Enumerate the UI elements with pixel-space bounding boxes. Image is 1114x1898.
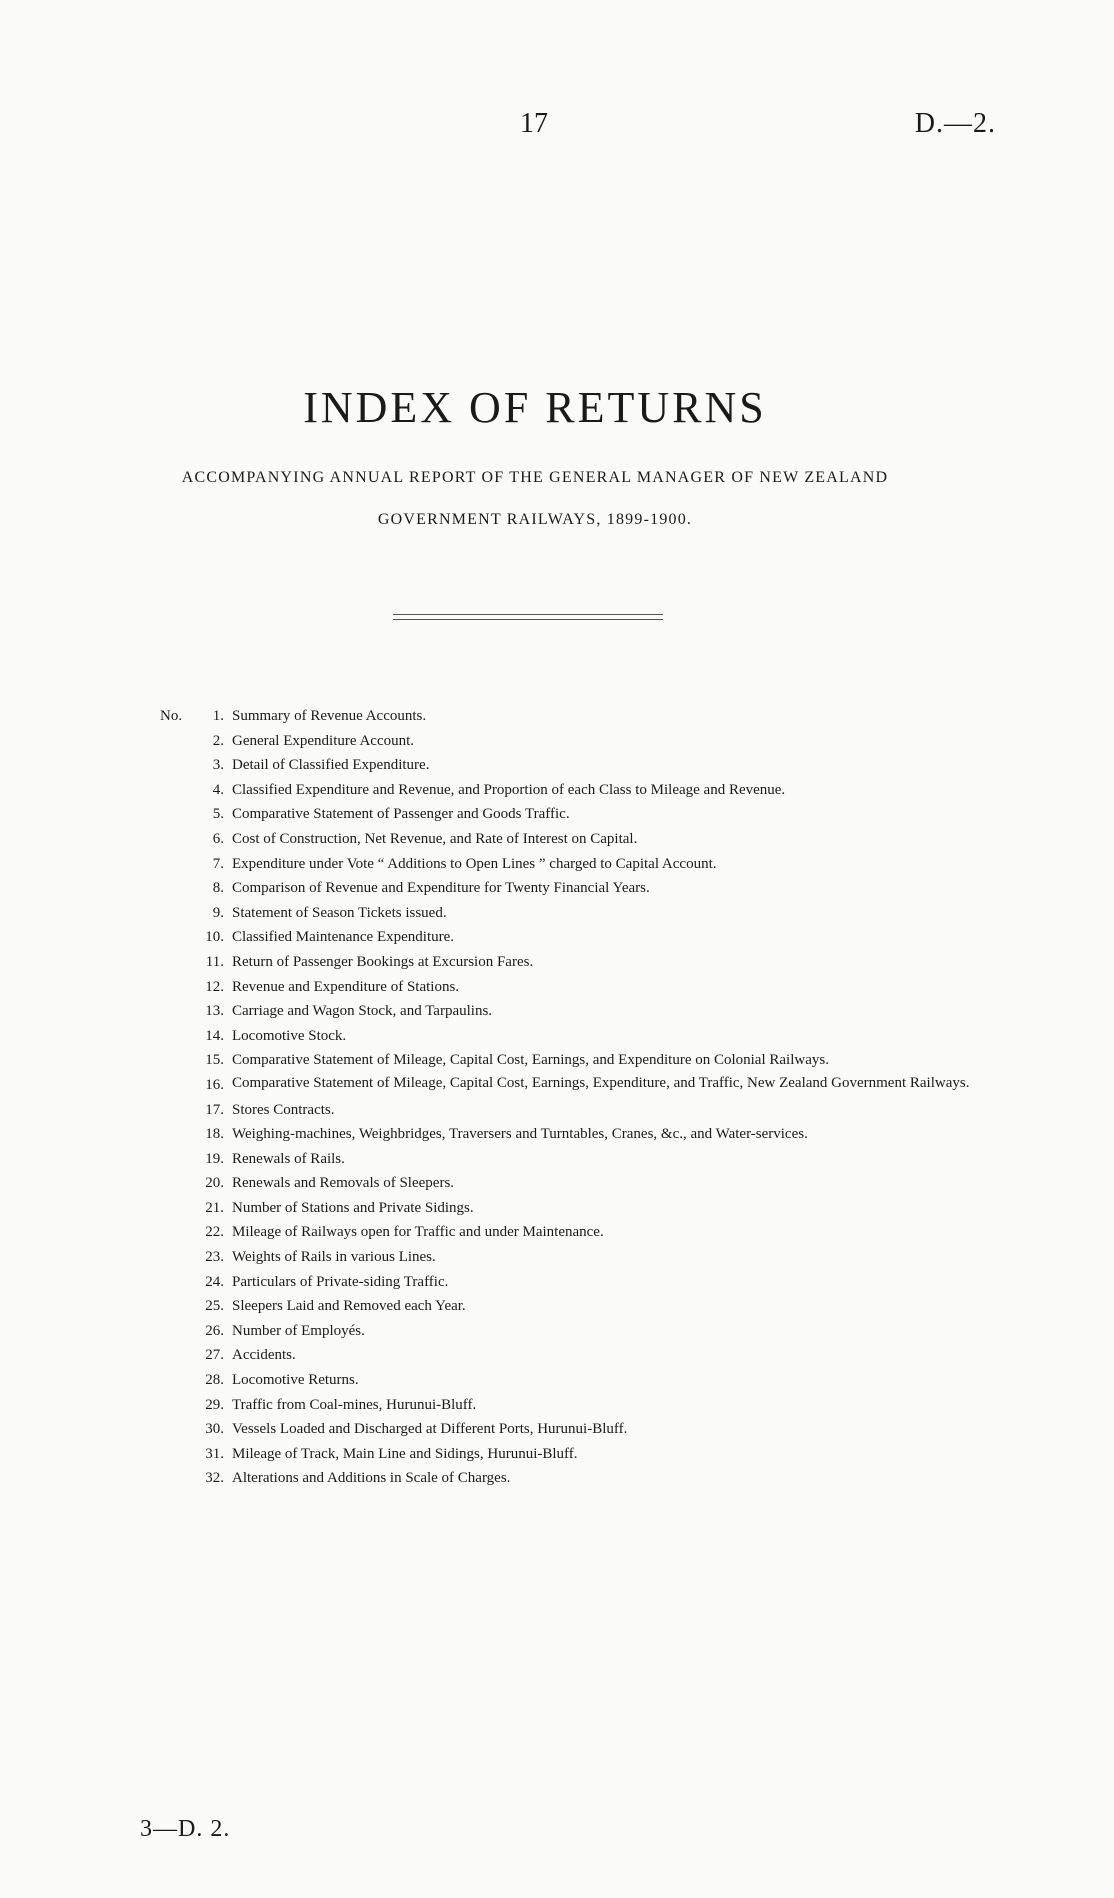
return-title: Weights of Rails in various Lines.	[232, 1249, 436, 1266]
return-number: 28.	[205, 1372, 224, 1389]
return-item	[160, 1296, 1010, 1316]
list-prefix	[160, 755, 194, 775]
return-title: Mileage of Track, Main Line and Sidings, Hurunui-Bluff.	[232, 1445, 578, 1462]
list-prefix	[160, 878, 194, 898]
return-title: Cost of Construction, Net Revenue, and Rate of Interest on Capital.	[232, 830, 638, 847]
return-title: Traffic from Coal-mines, Hurunui-Bluff.	[232, 1396, 477, 1413]
return-number: 22.	[205, 1224, 224, 1241]
list-prefix	[160, 927, 194, 947]
return-item	[160, 1247, 1010, 1267]
page-title: INDEX OF RETURNS	[303, 383, 767, 432]
return-item	[160, 780, 1010, 800]
return-title: Sleepers Laid and Removed each Year.	[232, 1298, 466, 1315]
return-number: 1.	[212, 708, 224, 724]
return-title: Return of Passenger Bookings at Excursion Fares.	[232, 953, 534, 970]
return-title: Carriage and Wagon Stock, and Tarpaulins.	[232, 1003, 493, 1020]
return-number: 11.	[205, 953, 224, 970]
return-number: 12.	[205, 978, 224, 995]
return-item	[160, 1444, 1010, 1464]
return-item	[160, 1100, 1010, 1120]
list-prefix	[160, 731, 194, 751]
return-item	[160, 1321, 1010, 1341]
list-prefix	[160, 1296, 194, 1316]
return-item	[160, 903, 1010, 923]
list-prefix	[160, 977, 194, 997]
return-title: Statement of Season Tickets issued.	[232, 904, 447, 921]
list-prefix	[160, 1198, 194, 1218]
return-number: 26.	[205, 1322, 224, 1339]
return-title: Locomotive Stock.	[232, 1027, 347, 1044]
list-prefix	[160, 854, 194, 874]
list-prefix	[160, 1444, 194, 1464]
return-number: 23.	[205, 1249, 224, 1266]
list-prefix	[160, 1050, 194, 1070]
list-prefix	[160, 1124, 194, 1144]
list-prefix	[160, 804, 194, 824]
return-number: 16.	[205, 1076, 224, 1093]
list-prefix	[160, 1001, 194, 1021]
divider-rule-bottom	[393, 619, 663, 620]
return-item	[160, 804, 1010, 824]
return-number: 25.	[205, 1298, 224, 1315]
subtitle-line-2: GOVERNMENT RAILWAYS, 1899-1900.	[377, 511, 693, 528]
return-number: 9.	[212, 904, 224, 921]
return-number: 20.	[205, 1175, 224, 1192]
return-number: 6.	[212, 830, 224, 847]
return-number: 4.	[212, 781, 224, 798]
return-item	[160, 854, 1010, 874]
return-number: 18.	[205, 1126, 224, 1143]
footer-signature-reference: 3—D. 2.	[140, 1816, 231, 1842]
return-number: 14.	[205, 1027, 224, 1044]
return-title: Expenditure under Vote “ Additions to Open Lines ” charged to Capital Account.	[232, 855, 717, 872]
return-number: 7.	[212, 855, 224, 872]
return-item	[160, 1050, 1010, 1070]
return-item	[160, 878, 1010, 898]
return-title: Mileage of Railways open for Traffic and under Maintenance.	[232, 1224, 604, 1241]
divider-rule-top	[393, 614, 663, 615]
return-title: Classified Maintenance Expenditure.	[232, 929, 455, 946]
list-prefix	[160, 1370, 194, 1390]
return-title: General Expenditure Account.	[232, 732, 415, 749]
return-number: 29.	[205, 1396, 224, 1413]
return-item	[160, 977, 1010, 997]
list-prefix	[160, 1026, 194, 1046]
document-reference: D.—2.	[914, 108, 996, 139]
return-number: 17.	[205, 1101, 224, 1118]
return-number: 19.	[205, 1150, 224, 1167]
list-prefix	[160, 903, 194, 923]
return-title: Renewals of Rails.	[232, 1150, 345, 1167]
return-number: 8.	[212, 880, 224, 897]
return-item	[160, 1395, 1010, 1415]
return-item	[160, 1222, 1010, 1242]
subtitle-line-1: ACCOMPANYING ANNUAL REPORT OF THE GENERAL MANAGER OF NEW ZEALAND	[181, 469, 889, 486]
return-title: Summary of Revenue Accounts.	[232, 708, 427, 724]
return-item	[160, 755, 1010, 775]
return-title: Renewals and Removals of Sleepers.	[232, 1175, 455, 1192]
return-title: Comparison of Revenue and Expenditure for Twenty Financial Years.	[232, 880, 650, 897]
return-title: Comparative Statement of Passenger and Goods Traffic.	[232, 806, 570, 823]
list-prefix	[160, 1468, 194, 1488]
return-title: Stores Contracts.	[232, 1101, 335, 1118]
return-title: Revenue and Expenditure of Stations.	[232, 978, 460, 995]
return-number: 27.	[205, 1347, 224, 1364]
return-title: Comparative Statement of Mileage, Capital Cost, Earnings, Expenditure, and Traffic, New Zealand Government Railways.	[232, 1074, 970, 1091]
list-prefix	[160, 1075, 194, 1095]
list-prefix	[160, 1149, 194, 1169]
return-title: Comparative Statement of Mileage, Capital Cost, Earnings, and Expenditure on Colonial Railways.	[232, 1052, 829, 1069]
return-number: 31.	[205, 1445, 224, 1462]
return-title: Particulars of Private-siding Traffic.	[232, 1273, 449, 1290]
return-number: 3.	[212, 757, 224, 774]
return-item	[160, 1001, 1010, 1021]
list-prefix	[160, 1222, 194, 1242]
return-number: 15.	[205, 1052, 224, 1069]
return-number: 13.	[205, 1003, 224, 1020]
return-item	[160, 1345, 1010, 1365]
list-prefix	[160, 1345, 194, 1365]
return-title: Detail of Classified Expenditure.	[232, 757, 430, 774]
list-prefix	[160, 1247, 194, 1267]
return-number: 5.	[212, 806, 224, 823]
return-item	[160, 1419, 1010, 1439]
return-item	[160, 731, 1010, 751]
return-number: 2.	[212, 732, 224, 749]
return-item	[160, 1075, 1010, 1095]
return-title: Locomotive Returns.	[232, 1372, 359, 1389]
list-prefix	[160, 1100, 194, 1120]
return-number: 30.	[205, 1421, 224, 1438]
return-item	[160, 1173, 1010, 1193]
return-title: Accidents.	[232, 1347, 296, 1364]
return-title: Alterations and Additions in Scale of Charges.	[232, 1470, 511, 1487]
returns-list	[160, 706, 1010, 1493]
list-prefix	[160, 780, 194, 800]
return-title: Weighing-machines, Weighbridges, Traversers and Turntables, Cranes, &c., and Water-services.	[232, 1126, 808, 1143]
list-prefix	[160, 829, 194, 849]
list-prefix: No.	[160, 708, 183, 724]
return-number: 24.	[205, 1273, 224, 1290]
return-item	[160, 1026, 1010, 1046]
return-item	[160, 829, 1010, 849]
list-prefix	[160, 1395, 194, 1415]
return-item	[160, 706, 1010, 726]
return-item	[160, 952, 1010, 972]
list-prefix	[160, 1173, 194, 1193]
return-item	[160, 927, 1010, 947]
return-number: 21.	[205, 1199, 224, 1216]
list-prefix	[160, 1272, 194, 1292]
list-prefix	[160, 952, 194, 972]
return-item	[160, 1124, 1010, 1144]
list-prefix	[160, 1419, 194, 1439]
return-item	[160, 1198, 1010, 1218]
return-item	[160, 1468, 1010, 1488]
return-item	[160, 1149, 1010, 1169]
return-item	[160, 1370, 1010, 1390]
return-title: Number of Stations and Private Sidings.	[232, 1199, 474, 1216]
return-item	[160, 1272, 1010, 1292]
list-prefix	[160, 1321, 194, 1341]
page-number: 17	[520, 108, 548, 139]
return-number: 32.	[205, 1470, 224, 1487]
return-number: 10.	[205, 929, 224, 946]
return-title: Classified Expenditure and Revenue, and Proportion of each Class to Mileage and Revenue.	[232, 781, 786, 798]
return-title: Number of Employés.	[232, 1322, 365, 1339]
return-title: Vessels Loaded and Discharged at Different Ports, Hurunui-Bluff.	[232, 1421, 628, 1438]
